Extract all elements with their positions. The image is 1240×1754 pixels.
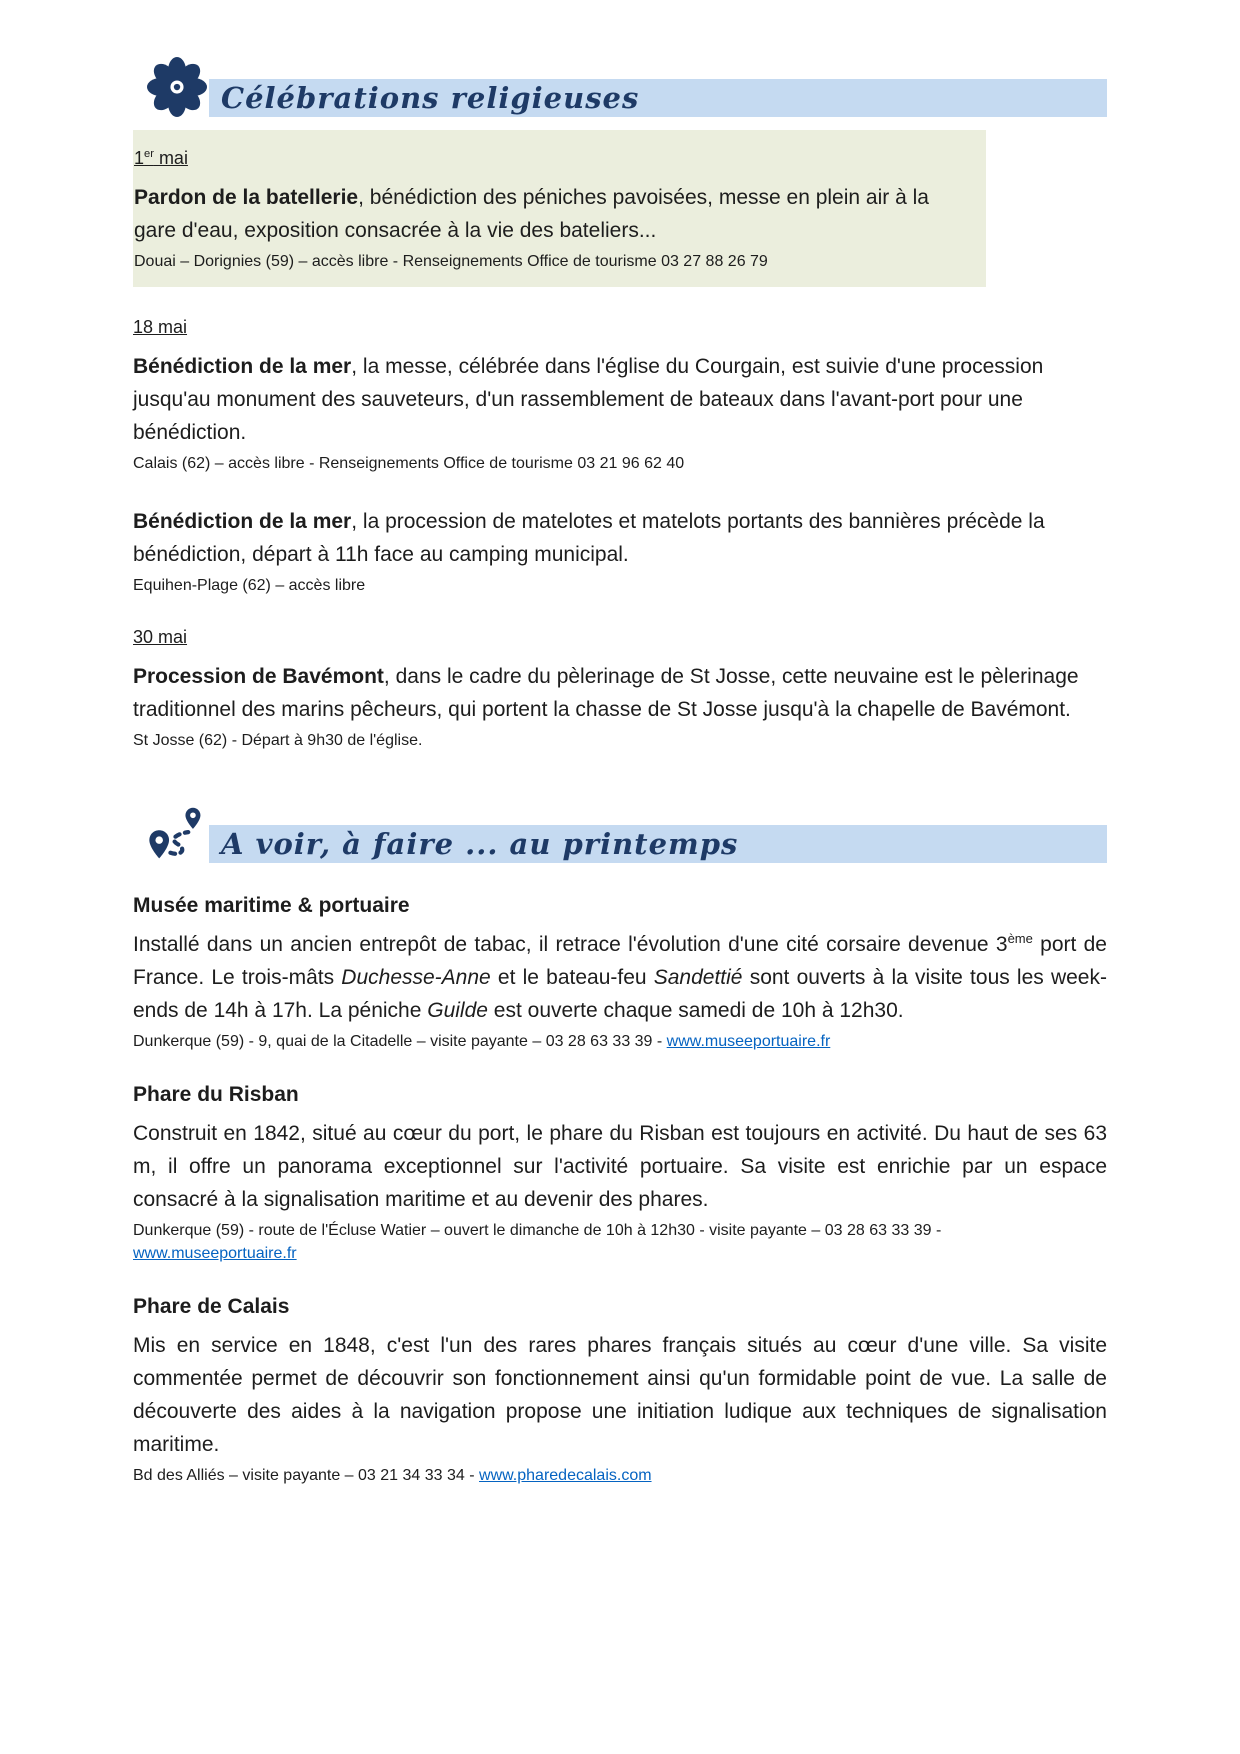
section-header-spring xyxy=(147,802,1107,864)
event-block-18-mai-equihen xyxy=(133,505,1107,597)
event-block-1er-mai xyxy=(133,130,986,287)
section-header-celebrations xyxy=(147,56,1107,118)
event-description: Bénédiction de la mer, la messe, célébrée dans l'église du Courgain, est suivie d'une procession jusqu'au monument des sauveteurs, d'un rassemblement de bateaux dans l'avant-port pour une bénédiction. xyxy=(133,355,1044,444)
place-description: Mis en service en 1848, c'est l'un des rares phares français situés au cœur d'une ville. Sa visite commentée permet de découvrir son fonctionnement ainsi qu'un formidable point de vue. La salle de découverte des aides à la navigation propose une initiation ludique aux techniques de signalisation maritime. xyxy=(133,1334,1107,1456)
event-date: 18 mai xyxy=(133,317,188,337)
section-title: Célébrations religieuses xyxy=(221,81,640,115)
event-details: St Josse (62) - Départ à 9h30 de l'église. xyxy=(133,732,423,749)
event-description: Pardon de la batellerie, bénédiction des péniches pavoisées, messe en plein air à la gare d'eau, exposition consacrée à la vie des bateliers... xyxy=(134,186,929,242)
event-date: 1er mai xyxy=(134,148,188,168)
place-title: Phare du Risban xyxy=(133,1083,299,1106)
place-description: Installé dans un ancien entrepôt de tabac, il retrace l'évolution d'une cité corsaire devenue 3ème port de France. Le trois-mâts Duchesse-Anne et le bateau-feu Sandettié sont ouverts à la visite tous les week-ends de 14h à 17h. La péniche Guilde est ouverte chaque samedi de 10h à 12h30. xyxy=(133,931,1107,1022)
event-date: 30 mai xyxy=(133,627,188,647)
place-details: Dunkerque (59) - route de l'Écluse Watier – ouvert le dimanche de 10h à 12h30 - visite payante – 03 28 63 33 39 - www.museeportuaire.fr xyxy=(133,1222,942,1262)
event-block-30-mai xyxy=(133,627,1107,752)
place-details: Bd des Alliés – visite payante – 03 21 34 33 34 - www.pharedecalais.com xyxy=(133,1467,652,1484)
place-title: Phare de Calais xyxy=(133,1295,290,1318)
place-title: Musée maritime & portuaire xyxy=(133,894,410,917)
section-banner xyxy=(209,79,1107,117)
section-banner xyxy=(209,825,1107,863)
hyperlink[interactable]: www.museeportuaire.fr xyxy=(133,1245,297,1262)
event-description: Procession de Bavémont, dans le cadre du pèlerinage de St Josse, cette neuvaine est le pèlerinage traditionnel des marins pêcheurs, qui portent la chasse de St Josse jusqu'à la chapelle de Bavémont. xyxy=(133,665,1079,721)
hyperlink[interactable]: www.pharedecalais.com xyxy=(479,1467,652,1484)
event-details: Douai – Dorignies (59) – accès libre - Renseignements Office de tourisme 03 27 88 26 79 xyxy=(134,253,768,270)
event-description: Bénédiction de la mer, la procession de matelotes et matelots portants des bannières précède la bénédiction, départ à 11h face au camping municipal. xyxy=(133,510,1045,566)
section-title: A voir, à faire ... au printemps xyxy=(221,827,739,861)
place-block-phare-risban xyxy=(133,1083,1107,1265)
place-block-phare-calais xyxy=(133,1295,1107,1487)
hyperlink[interactable]: www.museeportuaire.fr xyxy=(666,1033,831,1050)
map-route-icon xyxy=(147,802,207,864)
event-details: Equihen-Plage (62) – accès libre xyxy=(133,577,366,594)
event-details: Calais (62) – accès libre - Renseignements Office de tourisme 03 21 96 62 40 xyxy=(133,455,685,472)
rosette-icon xyxy=(147,56,207,118)
place-description: Construit en 1842, situé au cœur du port, le phare du Risban est toujours en activité. Du haut de ses 63 m, il offre un panorama exceptionnel sur l'activité portuaire. Sa visite est enrichie par un espace consacré à la signalisation maritime et au devenir des phares. xyxy=(133,1122,1107,1211)
place-block-musee-portuaire xyxy=(133,894,1107,1053)
place-details: Dunkerque (59) - 9, quai de la Citadelle – visite payante – 03 28 63 33 39 - www.museeportuaire.fr xyxy=(133,1033,831,1050)
event-block-18-mai xyxy=(133,317,1107,475)
